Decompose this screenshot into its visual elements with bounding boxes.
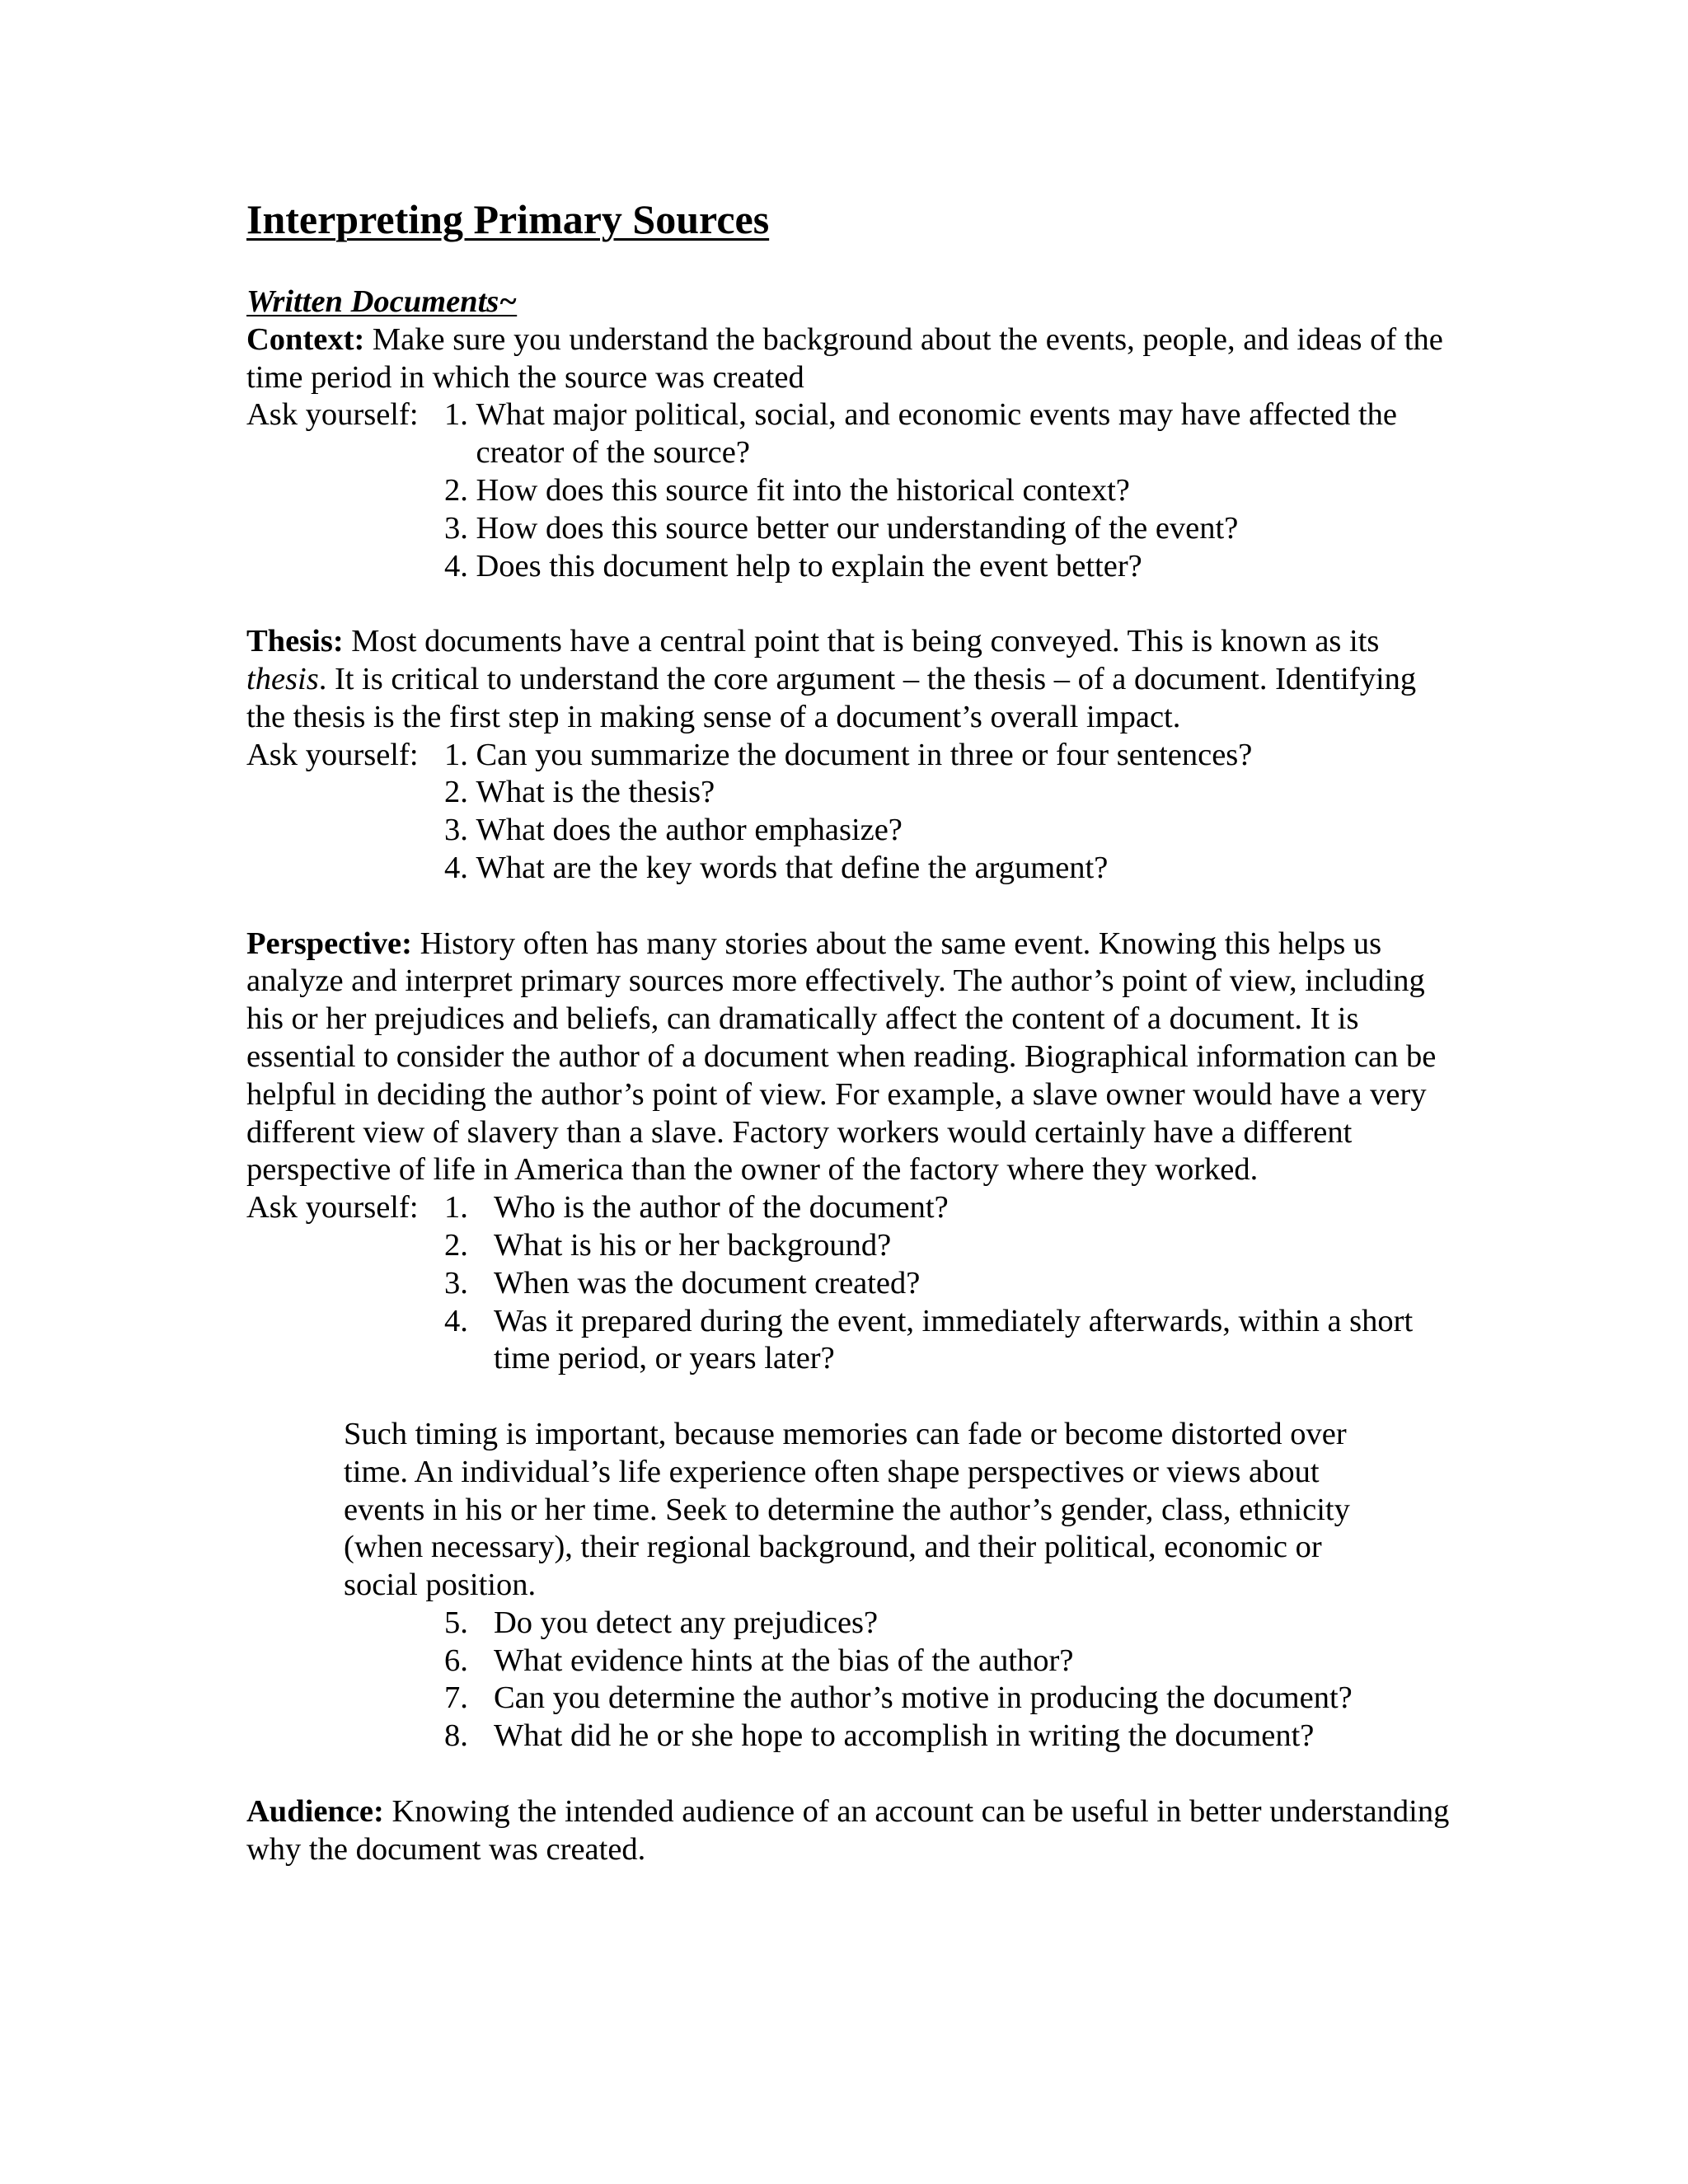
question-number: 2. (444, 775, 476, 810)
question-number: 7. (444, 1680, 468, 1716)
context-paragraph (246, 321, 1450, 397)
question-text: What are the key words that define the argument? (476, 850, 1109, 885)
question-text: Do you detect any prejudices? (494, 1605, 879, 1640)
document-body (246, 194, 1450, 1868)
question-number: 4. (444, 1303, 468, 1338)
question-text: Was it prepared during the event, immediately afterwards, within a short time period, or years later? (494, 1303, 1414, 1376)
perspective-text: History often has many stories about the same event. Knowing this helps us analyze and interpret primary sources more effectively. The author’s point of view, including his or her prejudices and beliefs, can dramatically affect the content of a document. It is essential to consider the author of a document when reading. Biographical information can be helpful in deciding the author’s point of view. For example, a slave owner would have a very different view of slavery than a slave. Factory workers would certainly have a different perspective of life in America than the owner of the factory where they worked. (246, 926, 1437, 1188)
thesis-italic-word: thesis (246, 661, 319, 696)
question-text: What evidence hints at the bias of the author? (494, 1643, 1074, 1678)
list-item (246, 1605, 1450, 1643)
spacer (246, 1378, 1450, 1416)
list-item (246, 1643, 1450, 1680)
list-item (246, 1718, 1450, 1755)
ask-yourself-label: Ask yourself: (246, 737, 419, 772)
question-number: 2. (444, 472, 476, 508)
spacer (246, 888, 1450, 926)
list-item (444, 1189, 1450, 1227)
thesis-paragraph (246, 623, 1450, 736)
question-text: What is the thesis? (476, 775, 715, 810)
list-item (444, 774, 1450, 812)
question-text: What is his or her background? (494, 1227, 892, 1263)
list-item (444, 1227, 1450, 1265)
context-questions (246, 396, 1450, 585)
page-title: Interpreting Primary Sources (246, 196, 770, 242)
list-item (444, 1265, 1450, 1303)
context-label: Context: (246, 321, 365, 357)
ask-yourself-label: Ask yourself: (246, 1190, 419, 1226)
thesis-questions (246, 737, 1450, 888)
question-number: 3. (444, 813, 476, 848)
spacer (246, 585, 1450, 623)
ask-yourself-label: Ask yourself: (246, 397, 419, 433)
perspective-paragraph (246, 926, 1450, 1190)
question-number: 1. (444, 737, 476, 772)
perspective-label: Perspective: (246, 926, 412, 961)
question-list (444, 1189, 1450, 1378)
list-item (246, 1680, 1450, 1718)
audience-label: Audience: (246, 1793, 384, 1829)
list-item (444, 812, 1450, 850)
question-text: Does this document help to explain the event better? (476, 548, 1142, 583)
question-list-continued (246, 1605, 1450, 1755)
question-text: Can you summarize the document in three or four sentences? (476, 737, 1253, 772)
thesis-label: Thesis: (246, 624, 344, 659)
question-number: 4. (444, 548, 476, 583)
perspective-note: Such timing is important, because memories can fade or become distorted over time. An individual’s life experience often shape perspectives or views about events in his or her time. Seek to determine the author’s gender, class, ethnicity (when necessary), their regional background, and their political, economic or social position. (344, 1416, 1350, 1603)
question-text: What major political, social, and economic events may have affected the creator of the source? (476, 397, 1397, 471)
question-list (444, 737, 1450, 888)
audience-text: Knowing the intended audience of an account can be useful in better understanding why the document was created. (246, 1793, 1450, 1867)
question-text: Can you determine the author’s motive in producing the document? (494, 1680, 1353, 1716)
question-list (444, 396, 1450, 585)
list-item (444, 510, 1450, 548)
list-item (444, 472, 1450, 510)
thesis-text-2: . It is critical to understand the core argument – the thesis – of a document. Identifying the thesis is the first step in making sense of a document’s overall impact. (246, 661, 1417, 734)
list-item (444, 1303, 1450, 1379)
list-item (444, 396, 1450, 472)
question-number: 8. (444, 1718, 468, 1754)
audience-paragraph (246, 1793, 1450, 1869)
question-number: 2. (444, 1227, 468, 1263)
spacer (246, 1755, 1450, 1793)
thesis-text-1: Most documents have a central point that is being conveyed. This is known as its (343, 624, 1380, 659)
context-text: Make sure you understand the background about the events, people, and ideas of the time period in which the source was created (246, 321, 1443, 395)
question-text: What does the author emphasize? (476, 813, 903, 848)
section-subtitle: Written Documents~ (246, 284, 518, 319)
question-number: 6. (444, 1643, 468, 1678)
question-text: Who is the author of the document? (494, 1190, 949, 1226)
question-text: How does this source fit into the historical context? (476, 472, 1130, 508)
question-text: How does this source better our understanding of the event? (476, 510, 1239, 546)
question-number: 1. (444, 1190, 468, 1226)
question-number: 3. (444, 510, 476, 546)
list-item (444, 850, 1450, 888)
question-text: When was the document created? (494, 1265, 921, 1301)
question-number: 3. (444, 1265, 468, 1301)
question-text: What did he or she hope to accomplish in writing the document? (494, 1718, 1315, 1754)
list-item (444, 737, 1450, 775)
perspective-questions (246, 1189, 1450, 1378)
question-number: 5. (444, 1605, 468, 1640)
question-number: 4. (444, 850, 476, 885)
question-number: 1. (444, 397, 476, 433)
list-item (444, 548, 1450, 586)
